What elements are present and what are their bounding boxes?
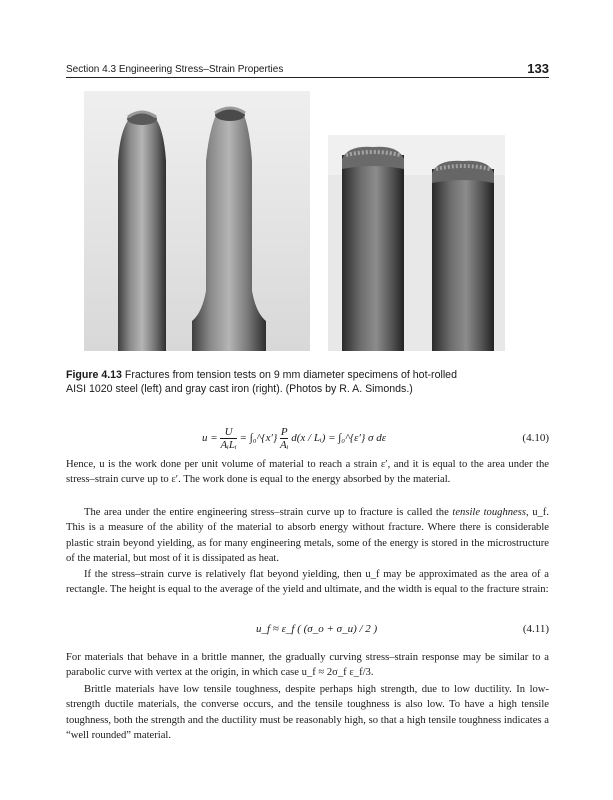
equation-4-10: u = $\frac{U}{\text{AᵢLᵢ}}$ = ∫₀^{x′} $\frac{P}{\text{Aᵢ}}$ d(x / Lᵢ) = ∫₀^{ε′} σ dε (4.10) xyxy=(202,426,549,451)
paragraph-flat-curve: If the stress–strain curve is relatively flat beyond yielding, then u_f may be approximated as the area of a rectangle. The height is equal to the average of the yield and ultimate, and the width is equal to the fracture strain: xyxy=(66,569,549,596)
paragraph-brittle-behavior: For materials that behave in a brittle manner, the gradually curving stress–strain response may be similar to a parabolic curve with vertex at the origin, in which case u_f ≈ 2σ_f ε_f/3. xyxy=(66,652,549,679)
page-number: 133 xyxy=(527,61,549,76)
figure-caption xyxy=(66,368,549,396)
equation-number-4-10: (4.10) xyxy=(522,432,549,444)
paragraph-low-toughness: Brittle materials have low tensile toughness, despite perhaps high strength, due to low ductility. In low-strength ductile materials, the converse occurs, and the tensile toughness is also low. To have a high tensile toughness, both the strength and the ductility must be reasonably high, so that a high tensile toughness indicates a “well rounded” material. xyxy=(66,684,549,742)
equation-4-11-expr: u_f ≈ ε_f ( (σ_o + σ_u) / 2 ) xyxy=(256,623,378,635)
equation-number-4-11: (4.11) xyxy=(522,623,549,635)
header-rule xyxy=(66,77,549,78)
figure-label: Figure 4.13 xyxy=(66,369,122,381)
section-title: Section 4.3 Engineering Stress–Strain Properties xyxy=(66,64,284,75)
paragraph-work-done: Hence, u is the work done per unit volume of material to reach a strain ε′, and it is equal to the area under the stress–strain curve up to ε′. The work done is equal to the energy absorbed by the material. xyxy=(66,459,549,486)
paragraph-tensile-toughness: The area under the entire engineering stress–strain curve up to fracture is called the tensile toughness, u_f. This is a measure of the ability of the material to absorb energy without fracture. Where there is considerable plastic strain beyond yielding, as for many engineering metals, some of the energy is stored in the microstructure of the material, but most of it is dissipated as heat. xyxy=(66,507,549,565)
caption-line-2: AISI 1020 steel (left) and gray cast iron (right). (Photos by R. A. Simonds.) xyxy=(66,383,413,395)
equation-4-11 xyxy=(66,615,549,645)
caption-line-1: Fractures from tension tests on 9 mm diameter specimens of hot-rolled xyxy=(124,369,457,381)
steel-specimens-photo xyxy=(84,91,310,351)
cast-iron-specimens-photo xyxy=(328,135,505,351)
term-tensile-toughness: tensile toughness xyxy=(452,507,526,518)
